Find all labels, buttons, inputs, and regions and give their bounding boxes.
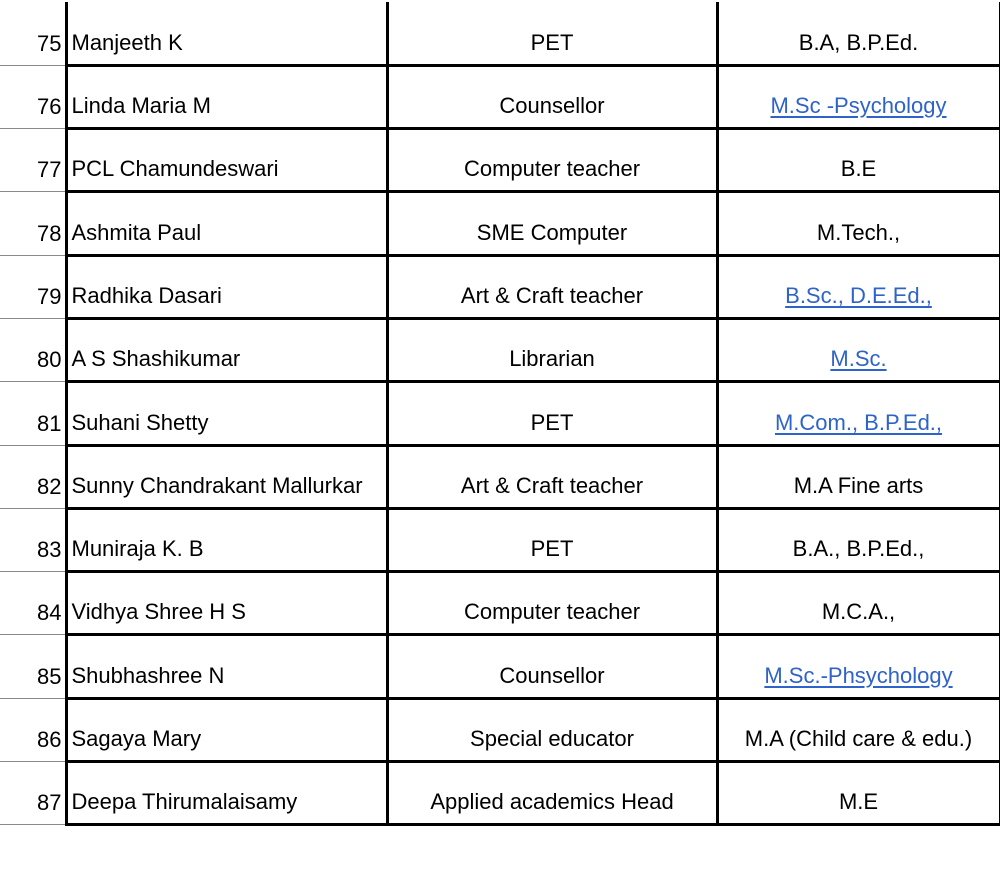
table-row: [0, 65, 1000, 128]
staff-role: Art & Craft teacher: [387, 445, 717, 508]
staff-qualification: [717, 445, 1000, 508]
row-number: 80: [0, 318, 66, 381]
staff-role: PET: [387, 508, 717, 571]
table-row: [0, 762, 1000, 825]
staff-role: SME Computer: [387, 192, 717, 255]
table-row: [0, 635, 1000, 698]
table-row: [0, 445, 1000, 508]
staff-name: Linda Maria M: [66, 65, 387, 128]
staff-qualification: [717, 635, 1000, 698]
staff-name: Suhani Shetty: [66, 382, 387, 445]
staff-role: Librarian: [387, 318, 717, 381]
staff-role: Counsellor: [387, 65, 717, 128]
staff-name: Shubhashree N: [66, 635, 387, 698]
qualification-link[interactable]: B.Sc., D.E.Ed.,: [785, 282, 932, 308]
qualification-text: B.E: [840, 156, 877, 182]
row-number: 87: [0, 762, 66, 825]
staff-table: [0, 2, 1000, 826]
staff-name: Radhika Dasari: [66, 255, 387, 318]
staff-role: Art & Craft teacher: [387, 255, 717, 318]
row-number: 81: [0, 382, 66, 445]
table-row: [0, 2, 1000, 65]
staff-qualification: [717, 762, 1000, 825]
staff-qualification: [717, 698, 1000, 761]
staff-name: Sunny Chandrakant Mallurkar: [66, 445, 387, 508]
table-row: [0, 508, 1000, 571]
staff-qualification: [717, 572, 1000, 635]
qualification-text: M.Tech.,: [816, 219, 901, 245]
staff-role: Counsellor: [387, 635, 717, 698]
row-number: 77: [0, 129, 66, 192]
row-number: 83: [0, 508, 66, 571]
staff-role: PET: [387, 382, 717, 445]
row-number: 79: [0, 255, 66, 318]
staff-qualification: [717, 318, 1000, 381]
staff-name: Ashmita Paul: [66, 192, 387, 255]
staff-qualification: [717, 192, 1000, 255]
staff-qualification: [717, 508, 1000, 571]
row-number: 82: [0, 445, 66, 508]
qualification-text: M.E: [838, 789, 879, 815]
row-number: 84: [0, 572, 66, 635]
staff-qualification: [717, 129, 1000, 192]
table-row: [0, 255, 1000, 318]
staff-name: Sagaya Mary: [66, 698, 387, 761]
staff-role: PET: [387, 2, 717, 65]
staff-name: A S Shashikumar: [66, 318, 387, 381]
qualification-link[interactable]: M.Com., B.P.Ed.,: [774, 409, 943, 435]
staff-role: Applied academics Head: [387, 762, 717, 825]
staff-table-body: [0, 2, 1000, 825]
table-row: [0, 318, 1000, 381]
staff-qualification: [717, 2, 1000, 65]
staff-name: PCL Chamundeswari: [66, 129, 387, 192]
qualification-text: M.A Fine arts: [793, 472, 924, 498]
staff-name: Vidhya Shree H S: [66, 572, 387, 635]
staff-role: Computer teacher: [387, 129, 717, 192]
table-row: [0, 192, 1000, 255]
staff-qualification: [717, 255, 1000, 318]
staff-qualification: [717, 382, 1000, 445]
staff-name: Manjeeth K: [66, 2, 387, 65]
table-row: [0, 572, 1000, 635]
row-number: 76: [0, 65, 66, 128]
table-row: [0, 382, 1000, 445]
staff-role: Special educator: [387, 698, 717, 761]
qualification-text: M.C.A.,: [821, 599, 896, 625]
qualification-text: M.A (Child care & edu.): [744, 726, 973, 752]
staff-name: Deepa Thirumalaisamy: [66, 762, 387, 825]
row-number: 86: [0, 698, 66, 761]
staff-qualification: [717, 65, 1000, 128]
qualification-link[interactable]: M.Sc -Psychology: [770, 93, 947, 119]
qualification-link[interactable]: M.Sc.-Phsychology: [764, 662, 953, 688]
row-number: 75: [0, 2, 66, 65]
qualification-link[interactable]: M.Sc.: [830, 346, 887, 372]
staff-name: Muniraja K. B: [66, 508, 387, 571]
row-number: 78: [0, 192, 66, 255]
table-row: [0, 129, 1000, 192]
table-row: [0, 698, 1000, 761]
staff-role: Computer teacher: [387, 572, 717, 635]
qualification-text: B.A., B.P.Ed.,: [792, 536, 925, 562]
qualification-text: B.A, B.P.Ed.: [798, 29, 919, 55]
row-number: 85: [0, 635, 66, 698]
